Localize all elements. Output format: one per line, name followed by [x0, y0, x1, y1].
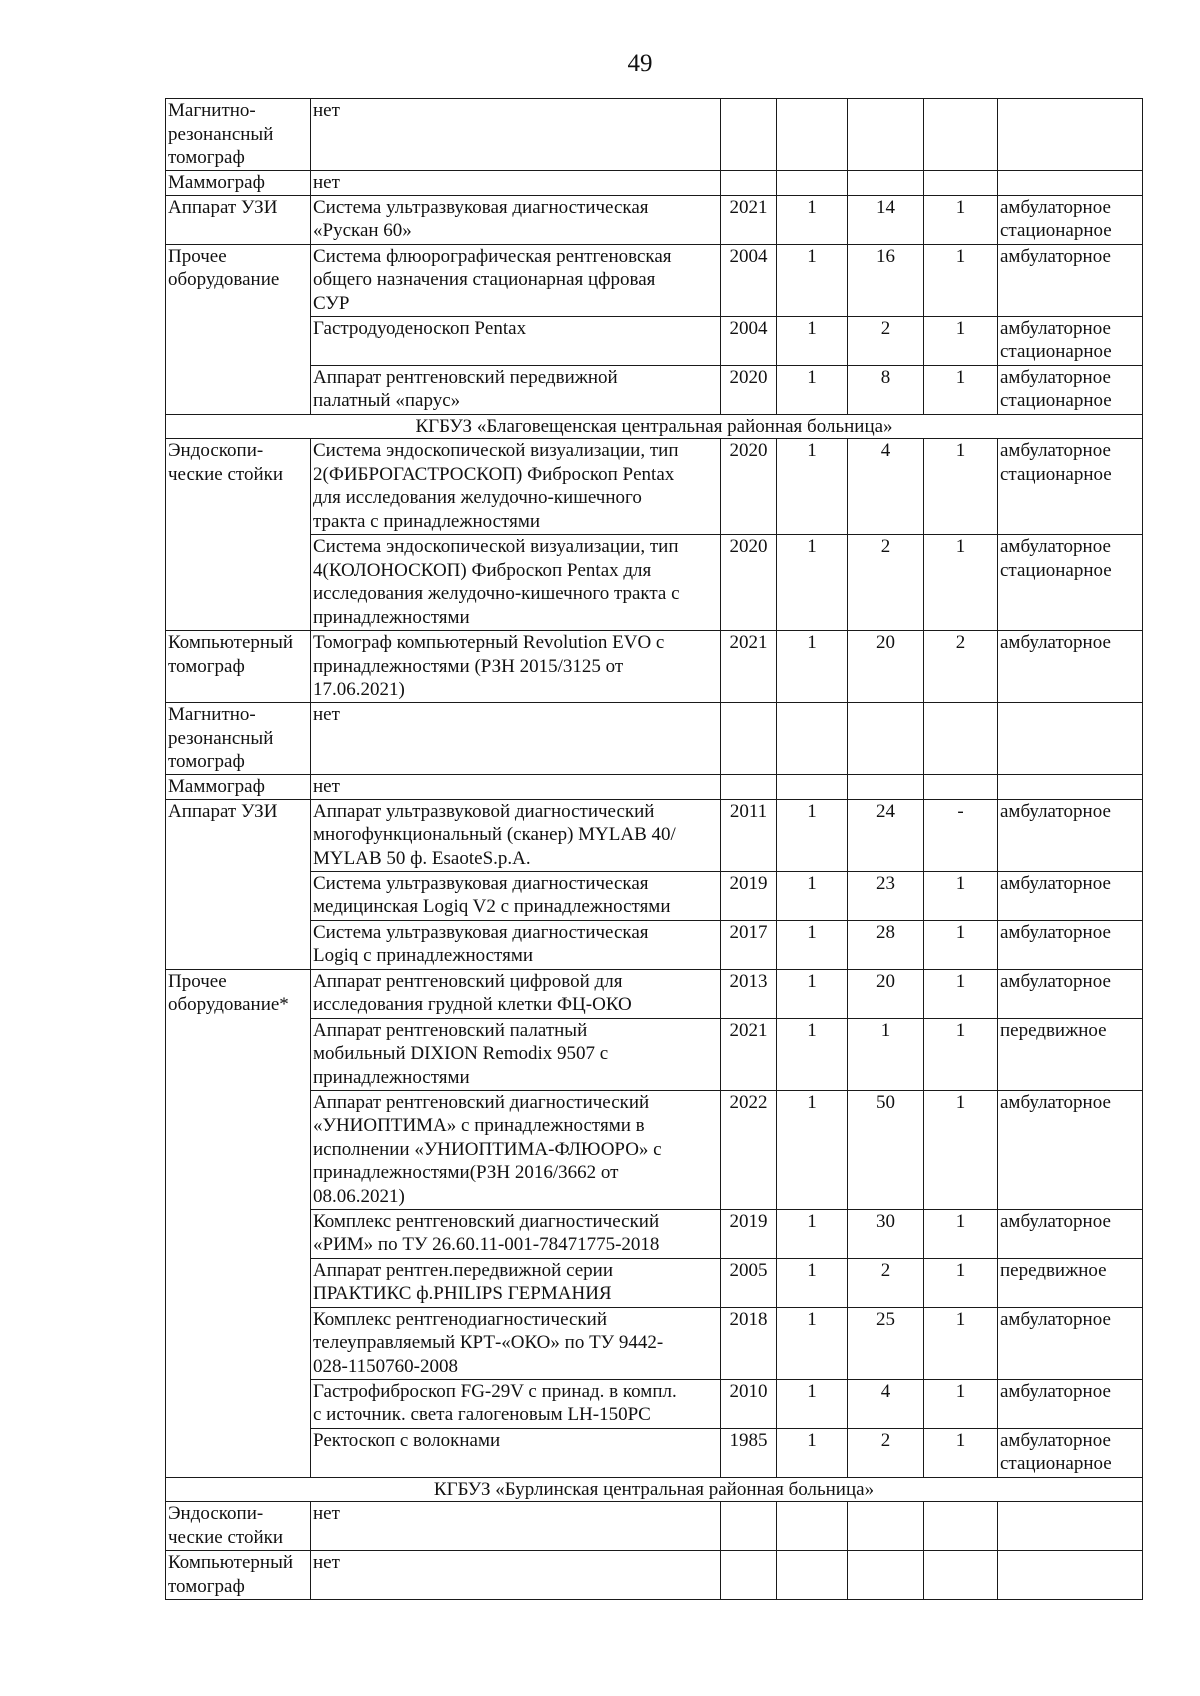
mode-cell: амбулаторное стационарное: [998, 195, 1143, 244]
shifts-cell: 1: [924, 244, 998, 316]
year-cell: [721, 1551, 777, 1600]
wear-cell: 23: [848, 871, 924, 920]
shifts-cell: -: [924, 799, 998, 871]
table-row: [166, 439, 1143, 535]
year-cell: [721, 775, 777, 800]
quantity-cell: [777, 171, 848, 196]
table-row: [166, 1090, 1143, 1209]
table-row: [166, 171, 1143, 196]
year-cell: 2021: [721, 631, 777, 703]
quantity-cell: 1: [777, 1209, 848, 1258]
quantity-cell: [777, 1551, 848, 1600]
equipment-name-cell: Аппарат рентгеновский диагностический «УНИОПТИМА» с принадлежностями в исполнении «УНИОПТИМА-ФЛЮОРО» с принадлежностями(РЗН 2016/3662 от 08.06.2021): [311, 1090, 721, 1209]
wear-cell: [848, 775, 924, 800]
wear-cell: 50: [848, 1090, 924, 1209]
table-row: [166, 1428, 1143, 1477]
year-cell: 2010: [721, 1379, 777, 1428]
year-cell: [721, 99, 777, 171]
wear-cell: 4: [848, 439, 924, 535]
year-cell: 2004: [721, 244, 777, 316]
mode-cell: амбулаторное: [998, 244, 1143, 316]
equipment-name-cell: Аппарат рентгеновский передвижной палатный «парус»: [311, 365, 721, 414]
shifts-cell: 1: [924, 365, 998, 414]
year-cell: 2011: [721, 799, 777, 871]
equipment-name-cell: Комплекс рентгеновский диагностический «РИМ» по ТУ 26.60.11-001-78471775-2018: [311, 1209, 721, 1258]
shifts-cell: 1: [924, 535, 998, 631]
table-row: [166, 316, 1143, 365]
table-row: [166, 871, 1143, 920]
equipment-category-cell: Аппарат УЗИ: [166, 799, 311, 969]
year-cell: 2004: [721, 316, 777, 365]
equipment-category-cell: Компьютерный томограф: [166, 631, 311, 703]
wear-cell: 2: [848, 535, 924, 631]
quantity-cell: 1: [777, 1018, 848, 1090]
table-row: [166, 631, 1143, 703]
equipment-name-cell: Система эндоскопической визуализации, тип 2(ФИБРОГАСТРОСКОП) Фиброскоп Pentax для исследования желудочно-кишечного тракта с принадлежностями: [311, 439, 721, 535]
table-row: [166, 1551, 1143, 1600]
quantity-cell: 1: [777, 799, 848, 871]
quantity-cell: 1: [777, 920, 848, 969]
wear-cell: 28: [848, 920, 924, 969]
equipment-category-cell: Компьютерный томограф: [166, 1551, 311, 1600]
shifts-cell: 1: [924, 1090, 998, 1209]
year-cell: 2005: [721, 1258, 777, 1307]
shifts-cell: [924, 1551, 998, 1600]
table-row: [166, 244, 1143, 316]
equipment-name-cell: Аппарат рентгеновский цифровой для исследования грудной клетки ФЦ-ОКО: [311, 969, 721, 1018]
equipment-name-cell: нет: [311, 1551, 721, 1600]
wear-cell: 4: [848, 1379, 924, 1428]
equipment-category-cell: Магнитно- резонансный томограф: [166, 99, 311, 171]
equipment-name-cell: Система ультразвуковая диагностическая Logiq с принадлежностями: [311, 920, 721, 969]
table-row: [166, 365, 1143, 414]
quantity-cell: 1: [777, 365, 848, 414]
table-row: [166, 1307, 1143, 1379]
quantity-cell: 1: [777, 1307, 848, 1379]
table-row: [166, 969, 1143, 1018]
table-row: [166, 195, 1143, 244]
year-cell: [721, 171, 777, 196]
quantity-cell: 1: [777, 316, 848, 365]
equipment-name-cell: Комплекс рентгенодиагностический телеуправляемый КРТ-«ОКО» по ТУ 9442- 028-1150760-2008: [311, 1307, 721, 1379]
mode-cell: передвижное: [998, 1258, 1143, 1307]
mode-cell: амбулаторное: [998, 631, 1143, 703]
section-title: КГБУЗ «Благовещенская центральная районная больница»: [166, 414, 1143, 439]
wear-cell: [848, 703, 924, 775]
equipment-name-cell: Система эндоскопической визуализации, тип 4(КОЛОНОСКОП) Фиброскоп Pentax для исследования желудочно-кишечного тракта с принадлежностями: [311, 535, 721, 631]
year-cell: 2019: [721, 1209, 777, 1258]
shifts-cell: [924, 99, 998, 171]
mode-cell: амбулаторное: [998, 871, 1143, 920]
table-row: [166, 1018, 1143, 1090]
mode-cell: амбулаторное стационарное: [998, 316, 1143, 365]
equipment-name-cell: нет: [311, 99, 721, 171]
quantity-cell: 1: [777, 195, 848, 244]
quantity-cell: [777, 775, 848, 800]
mode-cell: амбулаторное стационарное: [998, 439, 1143, 535]
wear-cell: [848, 1551, 924, 1600]
mode-cell: [998, 775, 1143, 800]
shifts-cell: 2: [924, 631, 998, 703]
equipment-name-cell: нет: [311, 1502, 721, 1551]
wear-cell: 2: [848, 1258, 924, 1307]
wear-cell: 20: [848, 631, 924, 703]
table-row: [166, 535, 1143, 631]
mode-cell: [998, 171, 1143, 196]
year-cell: 2013: [721, 969, 777, 1018]
year-cell: 2020: [721, 535, 777, 631]
wear-cell: 1: [848, 1018, 924, 1090]
table-row: [166, 920, 1143, 969]
equipment-category-cell: Эндоскопи- ческие стойки: [166, 1502, 311, 1551]
quantity-cell: 1: [777, 631, 848, 703]
shifts-cell: 1: [924, 969, 998, 1018]
equipment-category-cell: Маммограф: [166, 171, 311, 196]
wear-cell: 14: [848, 195, 924, 244]
equipment-name-cell: нет: [311, 703, 721, 775]
mode-cell: амбулаторное: [998, 799, 1143, 871]
shifts-cell: 1: [924, 439, 998, 535]
year-cell: 2017: [721, 920, 777, 969]
equipment-name-cell: нет: [311, 171, 721, 196]
shifts-cell: 1: [924, 316, 998, 365]
year-cell: [721, 1502, 777, 1551]
shifts-cell: 1: [924, 871, 998, 920]
mode-cell: [998, 1502, 1143, 1551]
wear-cell: [848, 1502, 924, 1551]
shifts-cell: [924, 703, 998, 775]
table-row: [166, 703, 1143, 775]
shifts-cell: 1: [924, 1307, 998, 1379]
mode-cell: [998, 99, 1143, 171]
equipment-name-cell: Система флюорографическая рентгеновская общего назначения стационарная цфровая СУР: [311, 244, 721, 316]
quantity-cell: [777, 703, 848, 775]
wear-cell: 24: [848, 799, 924, 871]
wear-cell: 2: [848, 1428, 924, 1477]
equipment-name-cell: Ректоскоп с волокнами: [311, 1428, 721, 1477]
equipment-name-cell: Гастрофиброскоп FG-29V с принад. в компл. с источник. света галогеновым LH-150PC: [311, 1379, 721, 1428]
mode-cell: амбулаторное стационарное: [998, 365, 1143, 414]
mode-cell: [998, 1551, 1143, 1600]
quantity-cell: 1: [777, 1428, 848, 1477]
shifts-cell: [924, 171, 998, 196]
shifts-cell: 1: [924, 920, 998, 969]
year-cell: 2022: [721, 1090, 777, 1209]
quantity-cell: 1: [777, 1258, 848, 1307]
year-cell: 2020: [721, 365, 777, 414]
wear-cell: 25: [848, 1307, 924, 1379]
equipment-name-cell: Система ультразвуковая диагностическая «Рускан 60»: [311, 195, 721, 244]
mode-cell: передвижное: [998, 1018, 1143, 1090]
equipment-category-cell: Прочее оборудование: [166, 244, 311, 414]
equipment-name-cell: Аппарат ультразвуковой диагностический многофункциональный (сканер) MYLAB 40/ MYLAB 50 ф. EsaoteS.p.A.: [311, 799, 721, 871]
mode-cell: амбулаторное: [998, 1090, 1143, 1209]
wear-cell: 8: [848, 365, 924, 414]
equipment-name-cell: Томограф компьютерный Revolution EVO с принадлежностями (РЗН 2015/3125 от 17.06.2021): [311, 631, 721, 703]
quantity-cell: 1: [777, 535, 848, 631]
shifts-cell: 1: [924, 1379, 998, 1428]
quantity-cell: 1: [777, 439, 848, 535]
quantity-cell: 1: [777, 1090, 848, 1209]
quantity-cell: 1: [777, 244, 848, 316]
page-number: 49: [627, 50, 653, 77]
quantity-cell: [777, 1502, 848, 1551]
wear-cell: 2: [848, 316, 924, 365]
wear-cell: 16: [848, 244, 924, 316]
year-cell: [721, 703, 777, 775]
shifts-cell: 1: [924, 195, 998, 244]
table-row: [166, 1209, 1143, 1258]
year-cell: 2021: [721, 1018, 777, 1090]
quantity-cell: 1: [777, 1379, 848, 1428]
mode-cell: амбулаторное: [998, 969, 1143, 1018]
mode-cell: амбулаторное: [998, 1379, 1143, 1428]
table-row: [166, 775, 1143, 800]
mode-cell: амбулаторное: [998, 1209, 1143, 1258]
wear-cell: 20: [848, 969, 924, 1018]
table-row: [166, 1379, 1143, 1428]
equipment-category-cell: Эндоскопи- ческие стойки: [166, 439, 311, 631]
equipment-name-cell: Аппарат рентген.передвижной серии ПРАКТИКС ф.PHILIPS ГЕРМАНИЯ: [311, 1258, 721, 1307]
quantity-cell: 1: [777, 871, 848, 920]
equipment-category-cell: Аппарат УЗИ: [166, 195, 311, 244]
mode-cell: амбулаторное: [998, 920, 1143, 969]
table-row: [166, 99, 1143, 171]
shifts-cell: 1: [924, 1428, 998, 1477]
section-title: КГБУЗ «Бурлинская центральная районная больница»: [166, 1477, 1143, 1502]
year-cell: 2020: [721, 439, 777, 535]
year-cell: 1985: [721, 1428, 777, 1477]
year-cell: 2018: [721, 1307, 777, 1379]
equipment-name-cell: Гастродуоденоскоп Pentax: [311, 316, 721, 365]
mode-cell: амбулаторное стационарное: [998, 1428, 1143, 1477]
wear-cell: [848, 99, 924, 171]
wear-cell: 30: [848, 1209, 924, 1258]
table-row: [166, 799, 1143, 871]
equipment-table: [165, 98, 1143, 1600]
section-row: [166, 414, 1143, 439]
table-row: [166, 1502, 1143, 1551]
shifts-cell: [924, 775, 998, 800]
quantity-cell: [777, 99, 848, 171]
mode-cell: [998, 703, 1143, 775]
mode-cell: амбулаторное стационарное: [998, 535, 1143, 631]
table-row: [166, 1258, 1143, 1307]
wear-cell: [848, 171, 924, 196]
section-row: [166, 1477, 1143, 1502]
shifts-cell: 1: [924, 1258, 998, 1307]
year-cell: 2019: [721, 871, 777, 920]
equipment-category-cell: Магнитно- резонансный томограф: [166, 703, 311, 775]
shifts-cell: 1: [924, 1209, 998, 1258]
year-cell: 2021: [721, 195, 777, 244]
shifts-cell: 1: [924, 1018, 998, 1090]
equipment-name-cell: нет: [311, 775, 721, 800]
quantity-cell: 1: [777, 969, 848, 1018]
equipment-name-cell: Аппарат рентгеновский палатный мобильный DIXION Remodix 9507 с принадлежностями: [311, 1018, 721, 1090]
equipment-name-cell: Система ультразвуковая диагностическая медицинская Logiq V2 с принадлежностями: [311, 871, 721, 920]
equipment-category-cell: Прочее оборудование*: [166, 969, 311, 1477]
equipment-category-cell: Маммограф: [166, 775, 311, 800]
shifts-cell: [924, 1502, 998, 1551]
mode-cell: амбулаторное: [998, 1307, 1143, 1379]
